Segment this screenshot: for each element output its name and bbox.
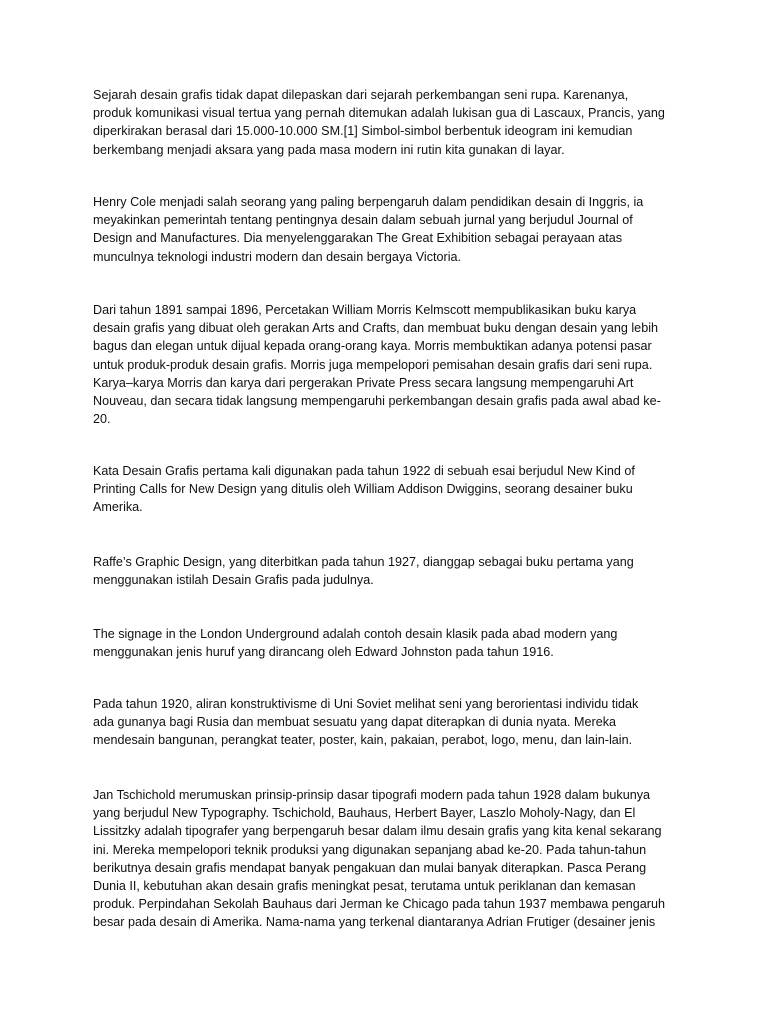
paragraph-desain-grafis-1922: Kata Desain Grafis pertama kali digunakan pada tahun 1922 di sebuah esai berjudul New Kind of Printing Calls for New Design yang ditulis oleh William Addison Dwiggins, seorang desainer buku Amerika. <box>93 464 635 515</box>
paragraph-jan-tschichold: Jan Tschichold merumuskan prinsip-prinsip dasar tipografi modern pada tahun 1928 dalam bukunya yang berjudul New Typography. Tschichold, Bauhaus, Herbert Bayer, Laszlo Moholy-Nagy, dan El Lissitzky adalah tipografer yang berpengaruh besar dalam ilmu desain grafis yang kita kenal sekarang ini. Mereka mempelopori teknik produksi yang digunakan sepanjang abad ke-20. Pada tahun-tahun berikutnya desain grafis mendapat banyak pengakuan dan mulai banyak diterapkan. Pasca Perang Dunia II, kebutuhan akan desain grafis meningkat pesat, terutama untuk periklanan dan kemasan produk. Perpindahan Sekolah Bauhaus dari Jerman ke Chicago pada tahun 1937 membawa pengaruh besar pada desain di Amerika. Nama-nama yang terkenal diantaranya Adrian Frutiger (desainer jenis <box>93 788 666 930</box>
paragraph-konstruktivisme: Pada tahun 1920, aliran konstruktivisme di Uni Soviet melihat seni yang berorientasi individu tidak ada gunanya bagi Rusia dan membuat sesuatu yang dapat diterapkan di dunia nyata. Mereka mendesain bangunan, perangkat teater, poster, kain, pakaian, perabot, logo, menu, dan lain-lain. <box>93 697 639 748</box>
paragraph-henry-cole: Henry Cole menjadi salah seorang yang paling berpengaruh dalam pendidikan desain di Inggris, ia meyakinkan pemerintah tentang pentingnya desain dalam sebuah jurnal yang berjudul Journal of Design and Manufactures. Dia menyelenggarakan The Great Exhibition sebagai perayaan atas munculnya teknologi industri modern dan desain bergaya Victoria. <box>93 195 644 264</box>
paragraph-william-morris: Dari tahun 1891 sampai 1896, Percetakan William Morris Kelmscott mempublikasikan buku karya desain grafis yang dibuat oleh gerakan Arts and Crafts, dan membuat buku dengan desain yang lebih bagus dan elegan untuk dijual kepada orang-orang kaya. Morris membuktikan adanya potensi pasar untuk produk-produk desain grafis. Morris juga mempelopori pemisahan desain grafis dari seni rupa. Karya–karya Morris dan karya dari pergerakan Private Press secara langsung mempengaruhi Art Nouveau, dan secara tidak langsung mempengaruhi perkembangan desain grafis pada awal abad ke- 20. <box>93 303 661 427</box>
paragraph-london-underground: The signage in the London Underground adalah contoh desain klasik pada abad modern yang menggunakan jenis huruf yang dirancang oleh Edward Johnston pada tahun 1916. <box>93 627 618 660</box>
paragraph-lascaux: Sejarah desain grafis tidak dapat dilepaskan dari sejarah perkembangan seni rupa. Karenanya, produk komunikasi visual tertua yang pernah ditemukan adalah lukisan gua di Lascaux, Prancis, yang diperkirakan berasal dari 15.000-10.000 SM.[1] Simbol-simbol berbentuk ideogram ini kemudian berkembang menjadi aksara yang pada masa modern ini rutin kita gunakan di layar. <box>93 88 665 157</box>
paragraph-raffe-graphic-design: Raffe’s Graphic Design, yang diterbitkan pada tahun 1927, dianggap sebagai buku pertama yang menggunakan istilah Desain Grafis pada judulnya. <box>93 555 634 588</box>
